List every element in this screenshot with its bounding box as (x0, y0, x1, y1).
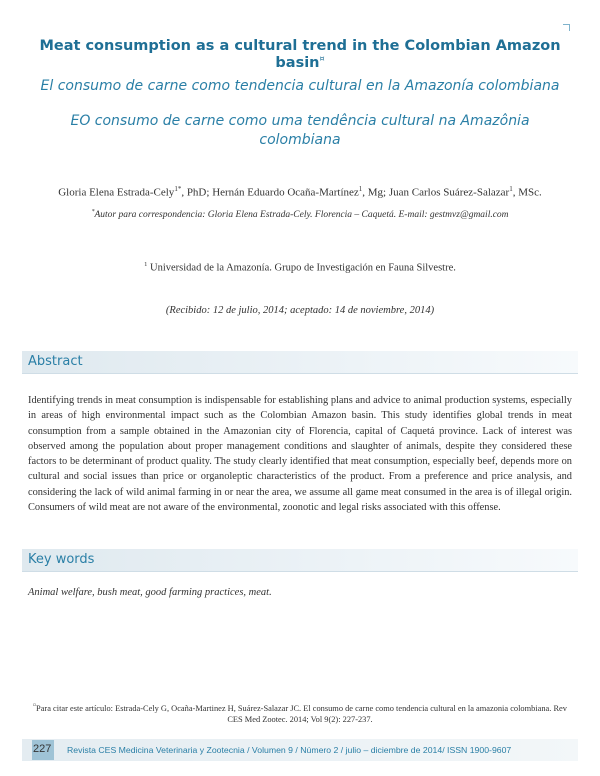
author-2-sup: 1 (358, 185, 363, 193)
received-dates: (Recibido: 12 de julio, 2014; aceptado: 14 de noviembre, 2014) (165, 305, 435, 316)
author-2-degree: , Mg; (362, 186, 389, 199)
abstract-heading-bar (22, 351, 578, 374)
abstract-text: Identifying trends in meat consumption is indispensable for establishing plans and advice to animal production systems, especially in areas of high environmental impact such as the Colombian Amazon basin. This study identifies global trends in meat consumption from a sample obtained in the Amazonian city of Florencia, capital of Caquetá province. Lack of interest was observed among the population about proper management conditions and slaughter of animals, despite they considered these factors to be determinant of product quality. The study clearly identified that meat consumption, especially beef, depends more on cultural and social issues than price or organoleptic characteristics of the product. From a preference and price analysis, and considering the lack of wild animal farming in or near the area, we assume all game meat consumed in the area is of illegal origin. Consumers of wild meat are not aware of the environmental, zoonotic and legal risks associated with this offense. (28, 395, 572, 514)
keywords-heading: Key words (28, 552, 95, 567)
author-3-sup: 1 (509, 185, 513, 193)
author-1-degree: , PhD; (181, 186, 213, 199)
keywords-heading-bar (22, 549, 578, 572)
author-list (10, 185, 590, 199)
citation-mark: ¤ (33, 703, 37, 709)
correspondence-mark: * (91, 209, 95, 215)
correspondence-note (10, 209, 590, 220)
title-spanish: El consumo de carne como tendencia cultural en la Amazonía colombiana (40, 78, 560, 94)
author-1: Gloria Elena Estrada-Cely (58, 186, 175, 199)
affiliation-text: Universidad de la Amazonía. Grupo de Investigación en Fauna Silvestre. (147, 262, 456, 274)
author-1-sup: 1* (174, 185, 182, 193)
corner-crop-mark (563, 24, 570, 31)
title-footnote-mark: ¤ (319, 54, 325, 63)
journal-info: Revista CES Medicina Veterinaria y Zootecnia / Volumen 9 / Número 2 / julio – diciembre de 2014/ ISSN 1900-9607 (67, 745, 512, 755)
correspondence-text: Autor para correspondencia: Gloria Elena Estrada-Cely. Florencia – Caquetá. E-mail: gestmvz@gmail.com (94, 210, 509, 221)
abstract-heading: Abstract (28, 354, 83, 369)
title-english (20, 38, 580, 71)
title-portuguese: EO consumo de carne como uma tendência cultural na Amazônia colombiana (70, 113, 530, 148)
author-3-degree: , MSc. (512, 186, 542, 199)
keywords-text: Animal welfare, bush meat, good farming practices, meat. (28, 587, 272, 598)
author-2: Hernán Eduardo Ocaña-Martínez (212, 186, 359, 199)
page-number: 227 (33, 743, 52, 755)
affiliation-mark: 1 (144, 261, 148, 268)
title-english-text: Meat consumption as a cultural trend in the Colombian Amazon basin (39, 38, 561, 71)
affiliation (10, 261, 590, 274)
author-3: Juan Carlos Suárez-Salazar (388, 186, 510, 199)
citation-text: Para citar este artículo: Estrada-Cely G, Ocaña-Martinez H, Suárez-Salazar JC. El consumo de carne como tendencia cultural en la amazonia colombiana. Rev CES Med Zootec. 2014; Vol 9(2): 227-237. (36, 703, 567, 724)
citation-note (28, 701, 572, 725)
